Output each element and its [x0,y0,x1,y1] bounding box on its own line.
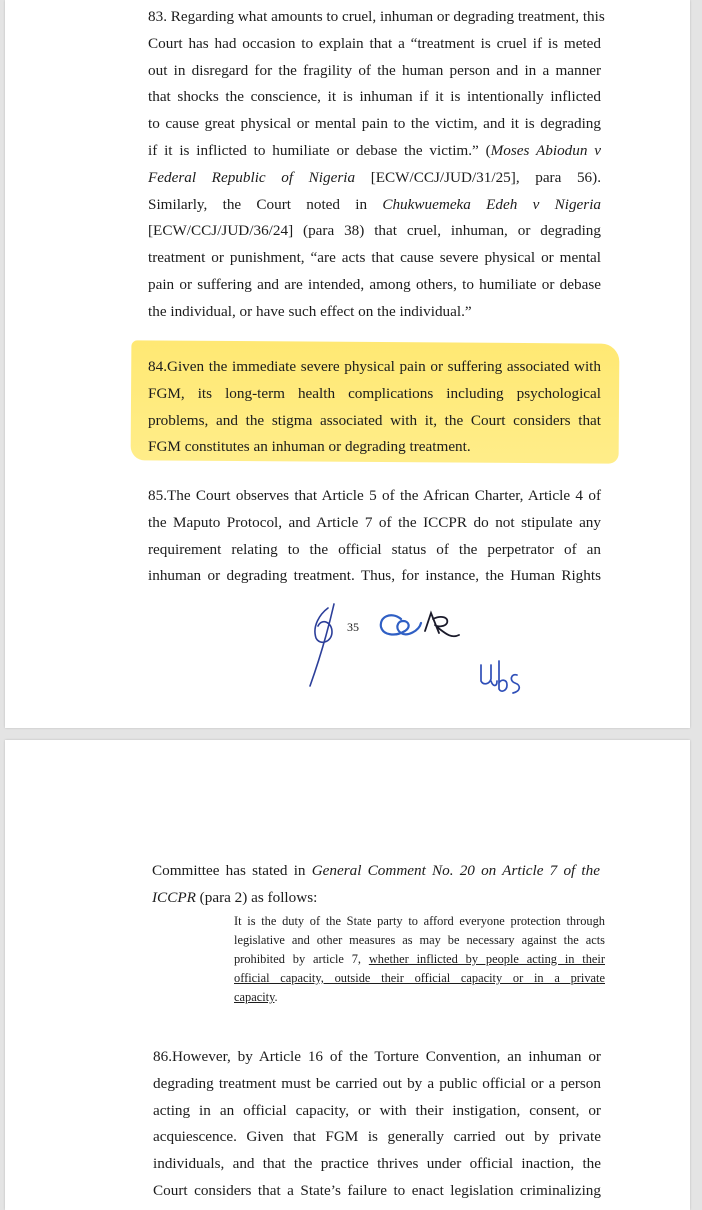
text-run: Committee has stated in [152,862,312,879]
paragraph-84 [148,354,601,461]
text-line [148,165,601,192]
text-line: degrading treatment must be carried out by a public official or a person [153,1074,601,1092]
text-run: prohibited by article 7, [234,952,369,966]
text-line: requirement relating to the official status of the perpetrator of an [148,540,601,558]
document-title: General Comment No. 20 on Article 7 of the [311,862,600,879]
text-line: to cause great physical or mental pain to the victim, and it is degrading [148,115,601,133]
paragraph-83 [148,4,605,326]
block-quote [234,912,605,1007]
paragraph-85-continued [152,858,600,912]
text-line: Court considers that a State’s failure to enact legislation criminalizing [153,1181,601,1199]
text-run: Similarly, the Court noted in [148,195,383,213]
text-line: out in disregard for the fragility of the human person and in a manner [148,61,601,79]
signature-initial-3-icon [475,655,535,699]
signature-initial-1-icon [298,600,354,690]
page-number: 35 [347,620,359,634]
text-line: 86.However, by Article 16 of the Torture Convention, an inhuman or [153,1048,601,1065]
text-line: the Maputo Protocol, and Article 7 of the ICCPR do not stipulate any [148,513,601,531]
quote-line: official capacity, outside their official capacity or in a private [234,971,605,985]
text-line: acting in an official capacity, or with their instigation, consent, or [153,1101,601,1119]
text-line: pain or suffering and are intended, among others, to humiliate or debase [148,275,601,293]
document-page-36 [5,740,690,1210]
text-line: the individual, or have such effect on the individual.” [148,302,472,320]
text-line: 83. Regarding what amounts to cruel, inhuman or degrading treatment, this [148,8,605,25]
text-line: inhuman or degrading treatment. Thus, for instance, the Human Rights [148,567,601,585]
signature-initial-2-icon [375,605,467,647]
text-line: individuals, and that the practice thrives under official inaction, the [153,1155,601,1173]
quote-line [234,950,605,969]
text-line [148,192,601,219]
document-title: ICCPR [152,888,196,906]
document-page-35 [5,0,690,728]
quote-line: legislative and other measures as may be necessary against the acts [234,933,605,947]
text-line: FGM, its long-term health complications including psychological [148,384,601,402]
text-line: that shocks the conscience, it is inhuman if it is intentionally inflicted [148,88,601,106]
text-line: 84.Given the immediate severe physical pain or suffering associated with [148,358,601,375]
case-citation: Chukwuemeka Edeh v Nigeria [382,195,602,213]
underlined-text: capacity [234,990,275,1004]
paragraph-85 [148,483,601,590]
text-run: if it is inflicted to humiliate or debase the victim.” ( [148,141,491,159]
text-line: problems, and the stigma associated with it, the Court considers that [148,411,601,429]
text-line: FGM constitutes an inhuman or degrading treatment. [148,438,471,456]
quote-line: It is the duty of the State party to afford everyone protection through [234,914,605,928]
text-line [148,138,601,165]
text-line: 85.The Court observes that Article 5 of the African Charter, Article 4 of [148,487,601,504]
text-line: acquiescence. Given that FGM is generally carried out by private [153,1128,601,1146]
quote-line [234,988,605,1007]
text-line [152,858,600,885]
text-line: Court has had occasion to explain that a “treatment is cruel if is meted [148,34,601,52]
text-line: [ECW/CCJ/JUD/36/24] (para 38) that cruel, inhuman, or degrading [148,222,601,240]
underlined-text: whether inflicted by people acting in their [368,952,605,966]
case-citation: Federal Republic of Nigeria [148,168,356,186]
text-run: (para 2) as follows: [195,888,318,906]
case-citation: Moses Abiodun v [490,141,601,159]
text-run: . [274,990,278,1004]
text-line [152,885,600,912]
paragraph-86 [153,1044,601,1205]
text-run: [ECW/CCJ/JUD/31/25], para 56). [355,168,601,186]
text-line: treatment or punishment, “are acts that cause severe physical or mental [148,249,601,267]
